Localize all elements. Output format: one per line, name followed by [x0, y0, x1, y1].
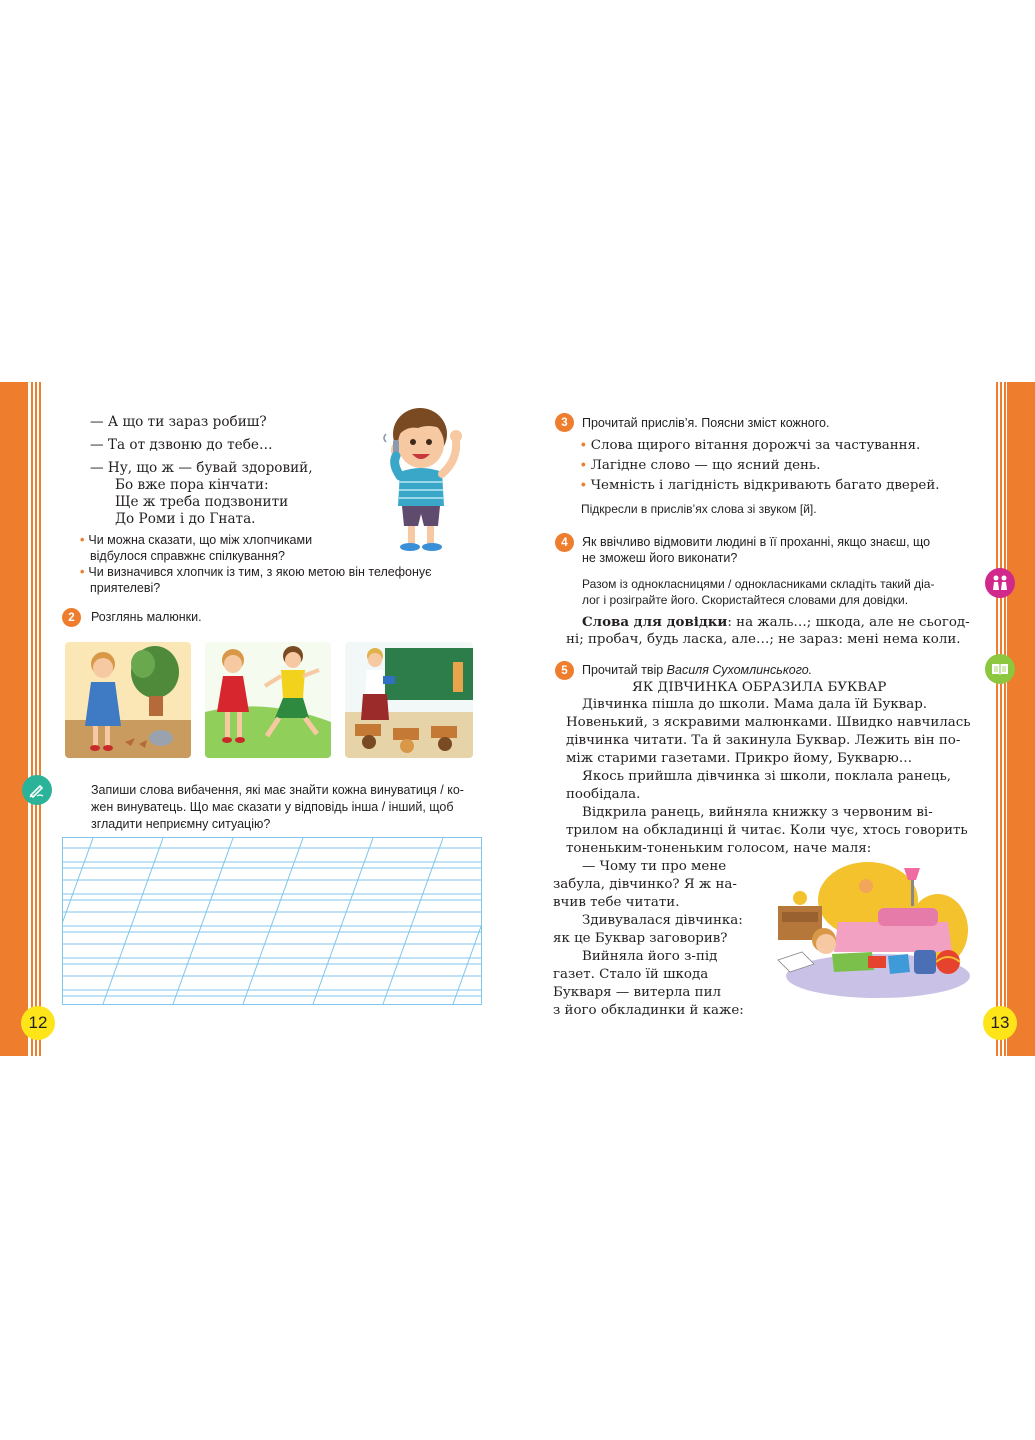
story-line: як це Буквар заговорив? [553, 931, 728, 946]
story-line: дівчинка читати. Та й закинула Буквар. Лежить він по- [566, 733, 961, 748]
question-2-cont: приятелеві? [90, 581, 161, 595]
bullet: • [581, 437, 586, 452]
left-orange-band [0, 382, 28, 1056]
question-1-cont: відбулося справжнє спілкування? [90, 549, 285, 563]
pair-work-icon [985, 568, 1015, 598]
story-line: Відкрила ранець, вийняла книжку з червоним ві- [582, 805, 933, 820]
dialog-line: Ще ж треба подзвонити [115, 494, 289, 510]
dialog-line: — Та от дзвоню до тебе… [90, 437, 273, 453]
dialog-line: — Ну, що ж — бувай здоровий, [90, 460, 313, 476]
handwriting-lines-area[interactable] [62, 837, 482, 1005]
story-line: трилом на обкладинці й читає. Коли чує, хтось говорить [566, 823, 968, 838]
story-line: Якось прийшла дівчинка зі школи, поклала ранець, [582, 769, 952, 784]
book-icon [985, 654, 1015, 684]
dialog-line: До Роми і до Гната. [115, 511, 256, 527]
reference-words-line: ні; пробач, будь ласка, але…; не зараз: мені нема коли. [566, 632, 961, 647]
reference-words-label: Слова для довідки [582, 614, 728, 630]
left-stripe [31, 382, 33, 1056]
story-line: між старими газетами. Прикро йому, Букварю… [566, 751, 913, 766]
pen-icon [22, 775, 52, 805]
story-line: — Чому ти про мене [582, 859, 727, 874]
proverb-2: • Лагідне слово — що ясний день. [581, 457, 821, 473]
reference-words-line: Слова для довідки: на жаль…; шкода, але не сьогод- [582, 614, 970, 630]
task-2-text: Розглянь малюнки. [91, 610, 202, 624]
dialog-line: — А що ти зараз робиш? [90, 414, 267, 430]
story-title: ЯК ДІВЧИНКА ОБРАЗИЛА БУКВАР [632, 680, 887, 695]
right-stripe [996, 382, 998, 1056]
task-3-text: Прочитай прислів’я. Поясни зміст кожного. [582, 416, 830, 430]
girl-reading-illustration [768, 860, 973, 1000]
story-line: Букваря — витерла пил [553, 985, 722, 1000]
story-line: Новенький, з яскравими малюнками. Швидко навчилась [566, 715, 971, 730]
task-4-instruction: Разом із однокласницями / однокласниками складіть такий діа- [582, 577, 935, 591]
story-line: Дівчинка пішла до школи. Мама дала їй Буквар. [582, 697, 928, 712]
right-stripe [1000, 382, 1002, 1056]
story-line: з його обкладинки й каже: [553, 1003, 744, 1018]
proverb-3: • Чемність і лагідність відкривають багато дверей. [581, 477, 940, 493]
right-orange-band [1007, 382, 1035, 1056]
task-4-instruction: лог і розіграйте його. Скористайтеся словами для довідки. [582, 593, 909, 607]
task-number-badge: 2 [62, 608, 81, 627]
question-2: • Чи визначився хлопчик із тим, з якою метою він телефонує [80, 565, 432, 579]
story-line: забула, дівчинко? Я ж на- [553, 877, 737, 892]
left-stripe [35, 382, 37, 1056]
page-number-right: 13 [983, 1006, 1017, 1040]
dialog-line: Бо вже пора кінчати: [115, 477, 269, 493]
textbook-spread [0, 382, 1035, 1056]
right-stripe [1004, 382, 1006, 1056]
task-4-line: Як ввічливо відмовити людині в її проханні, якщо знаєш, що [582, 535, 931, 549]
question-1: • Чи можна сказати, що між хлопчиками [80, 533, 313, 547]
bullet: • [581, 457, 586, 472]
picture-classroom [345, 642, 473, 758]
picture-boy-girl-running [205, 642, 331, 758]
story-line: пообідала. [566, 787, 641, 802]
story-line: газет. Стало їй шкода [553, 967, 709, 982]
write-task-line: Запиши слова вибачення, які має знайти кожна винуватиця / ко- [91, 783, 464, 797]
task-5-intro: Прочитай твір Василя Сухомлинського. [582, 663, 813, 677]
task-4-line: не зможеш його виконати? [582, 551, 738, 565]
story-line: вчив тебе читати. [553, 895, 680, 910]
bullet: • [581, 477, 586, 492]
boy-on-phone-illustration [368, 404, 476, 554]
bullet: • [80, 533, 85, 547]
task-3-note: Підкресли в прислів’ях слова зі звуком [й]. [581, 502, 817, 516]
task-number-badge: 4 [555, 533, 574, 552]
task-number-badge: 3 [555, 413, 574, 432]
task-number-badge: 5 [555, 661, 574, 680]
author-name: Василя Сухомлинського. [666, 663, 813, 677]
picture-girl-broken-pot [65, 642, 191, 758]
story-line: тоненьким-тоненьким голосом, наче маля: [566, 841, 872, 856]
bullet: • [80, 565, 85, 579]
write-task-line: жен винуватець. Що має сказати у відповідь інша / інший, щоб [91, 800, 454, 814]
write-task-line: згладити неприємну ситуацію? [91, 817, 271, 831]
proverb-1: • Слова щирого вітання дорожчі за частування. [581, 437, 921, 453]
page-number-left: 12 [21, 1006, 55, 1040]
story-line: Здивувалася дівчинка: [582, 913, 743, 928]
story-line: Вийняла його з-під [582, 949, 718, 964]
left-stripe [39, 382, 41, 1056]
